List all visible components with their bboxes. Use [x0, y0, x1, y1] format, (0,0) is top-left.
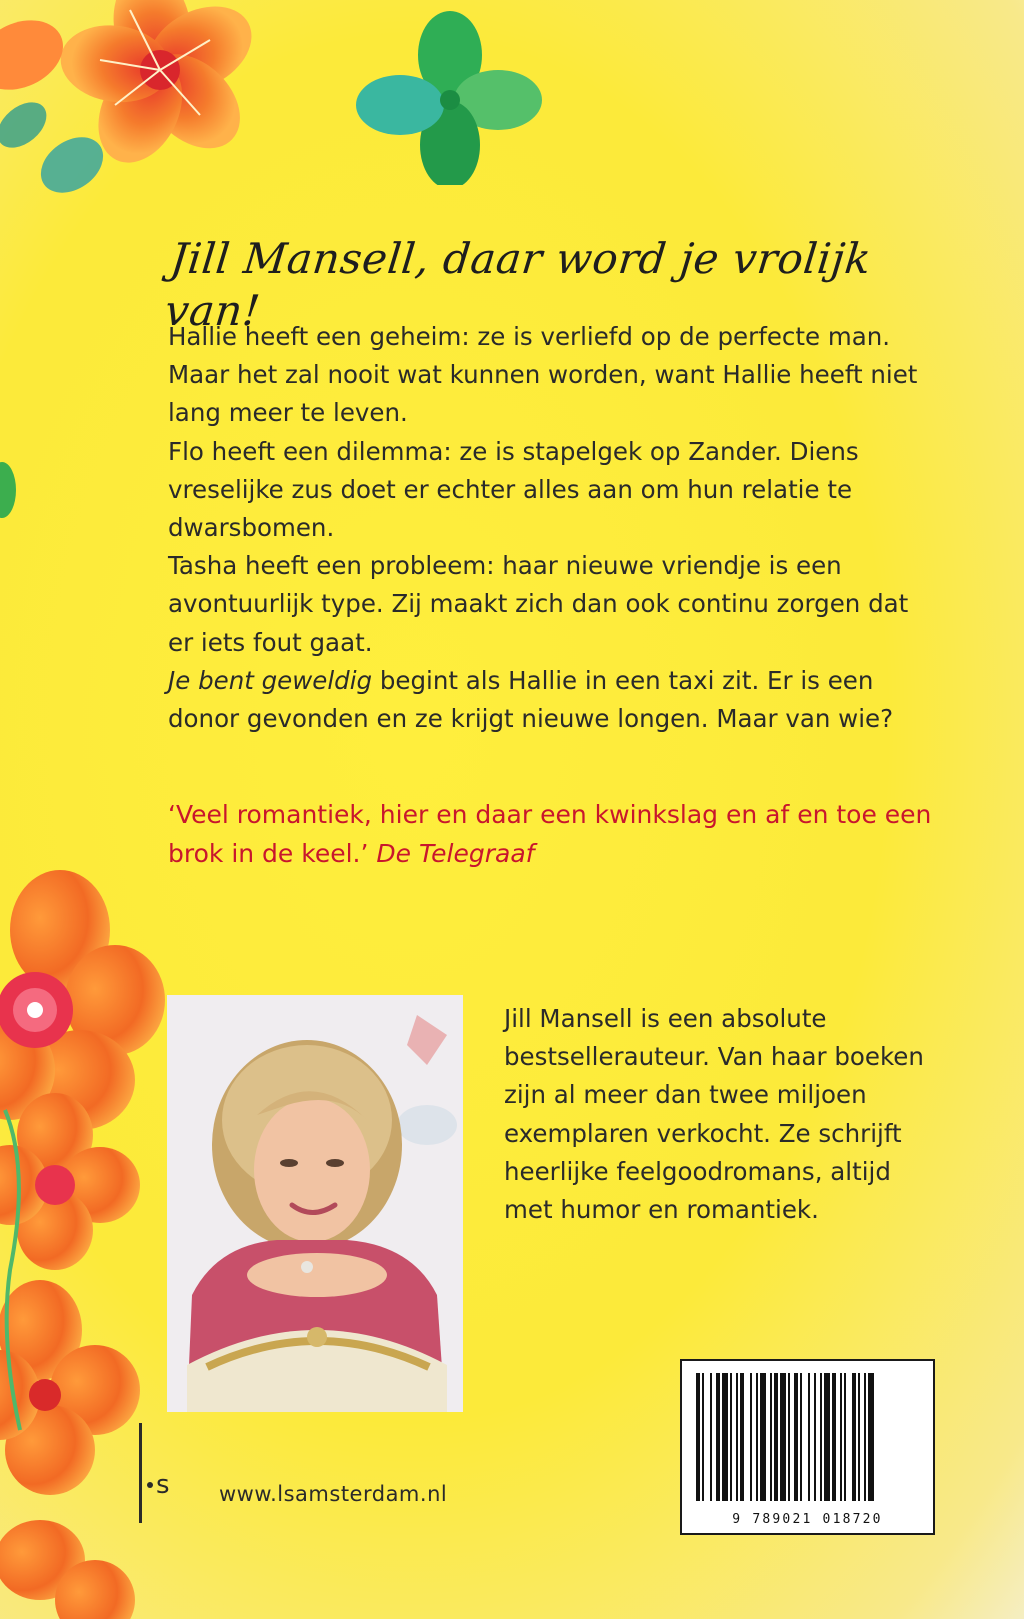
review-quote-text: ‘Veel romantiek, hier en daar een kwinkslag en af en toe een brok in de keel.’ — [168, 800, 932, 868]
isbn-number: 9 789021 018720 — [732, 1512, 883, 1527]
blurb-paragraph-flo: Flo heeft een dilemma: ze is stapelgek op Zander. Diens vreselijke zus doet er echter alles aan om hun relatie te dwarsbomen. — [168, 436, 859, 543]
svg-text:s: s — [156, 1470, 170, 1500]
author-bio — [504, 1000, 944, 1229]
review-quote — [168, 796, 938, 873]
blurb-paragraph-book-text: begint als Hallie in een taxi zit. Er is een donor gevonden en ze krijgt nieuwe longen. Maar van wie? — [168, 665, 894, 734]
review-quote-source: De Telegraaf — [376, 838, 535, 868]
book-title: Je bent geweldig — [168, 665, 373, 695]
publisher-logo-icon — [137, 1423, 177, 1523]
tagline: Jill Mansell, daar word je vrolijk van! — [162, 234, 874, 335]
green-clover-icon — [355, 10, 555, 185]
green-leaf-left-edge-icon — [0, 460, 20, 520]
author-portrait-icon — [167, 995, 463, 1412]
barcode-bars-icon — [682, 1361, 933, 1533]
publisher-website: www.lsamsterdam.nl — [219, 1482, 448, 1506]
blurb-paragraph-tasha: Tasha heeft een probleem: haar nieuwe vriendje is een avontuurlijk type. Zij maakt zich dan ook continu zorgen dat er iets fout gaat. — [168, 551, 909, 657]
author-photo — [167, 995, 463, 1412]
author-bio-text: Jill Mansell is een absolute bestsellerauteur. Van haar boeken zijn al meer dan twee miljoen exemplaren verkocht. Ze schrijft heerlijke feelgoodromans, altijd met humor en romantiek. — [504, 1004, 924, 1225]
orange-flower-top-left-icon — [0, 0, 330, 230]
blurb — [168, 318, 938, 738]
isbn-barcode — [680, 1359, 935, 1535]
blurb-paragraph-hallie: Hallie heeft een geheim: ze is verliefd op de perfecte man. Maar het zal nooit wat kunnen worden, want Hallie heeft niet lang meer te leven. — [168, 322, 918, 428]
blurb-paragraph-book — [168, 662, 938, 738]
